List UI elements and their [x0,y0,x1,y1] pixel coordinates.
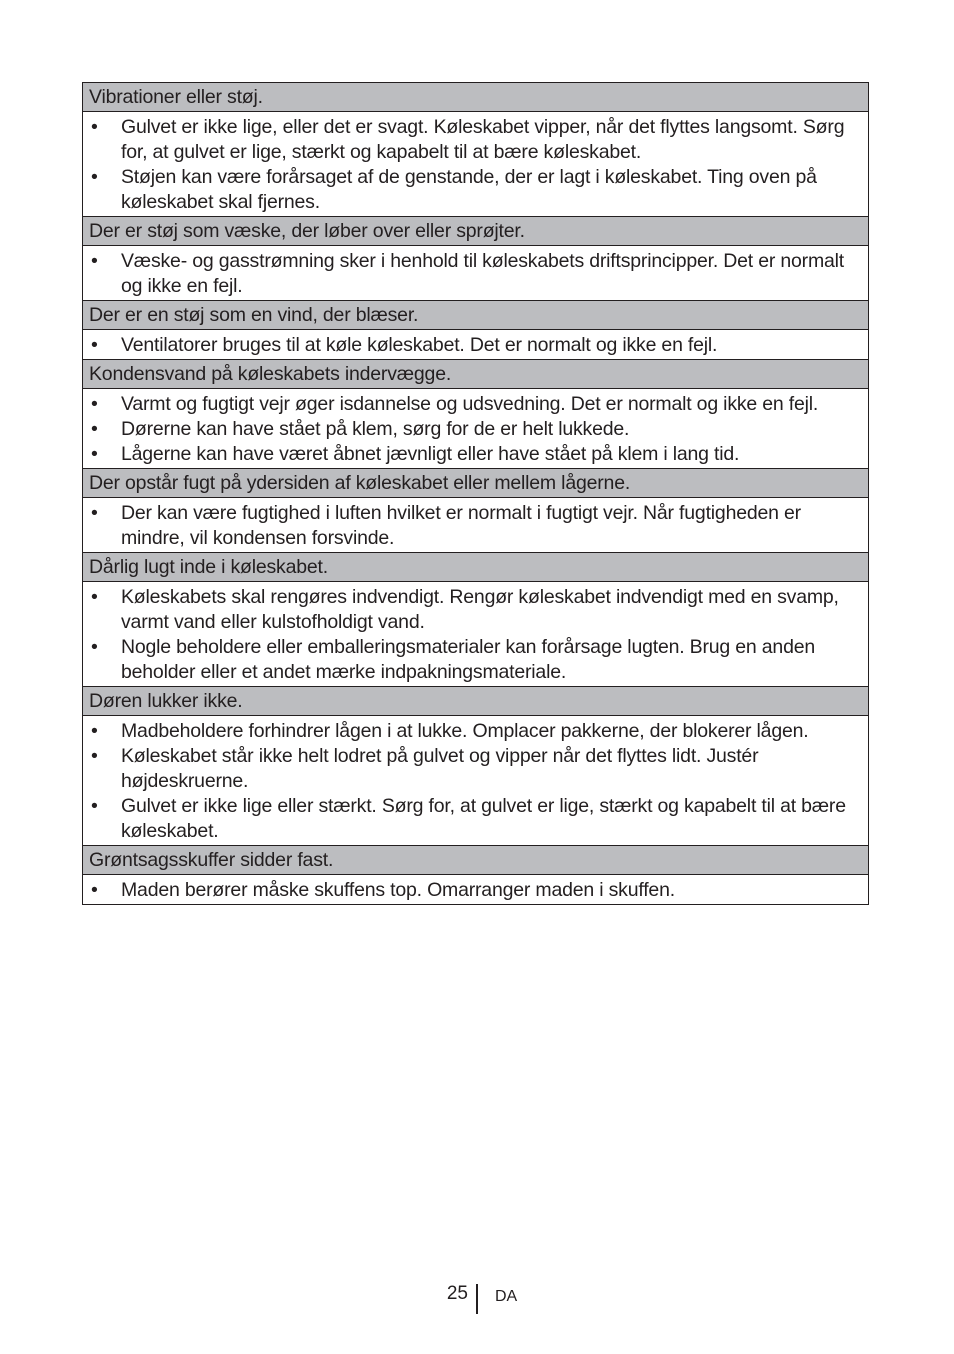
bullet-icon: • [91,116,98,138]
list-item [89,878,862,903]
section-header: Vibrationer eller støj. [83,83,868,112]
bullet-list [89,249,862,299]
bullet-icon: • [91,443,98,465]
section-body [83,716,868,846]
list-item-text: Maden berører måske skuffens top. Omarranger maden i skuffen. [121,879,675,901]
section-body [83,112,868,217]
bullet-icon: • [91,166,98,188]
bullet-icon: • [91,879,98,901]
section-body [83,875,868,904]
bullet-list [89,719,862,844]
list-item [89,635,862,685]
list-item [89,417,862,442]
section-body [83,246,868,301]
section-body [83,582,868,687]
bullet-icon: • [91,502,98,524]
list-item-text: Ventilatorer bruges til at køle køleskabet. Det er normalt og ikke en fejl. [121,334,718,356]
bullet-list [89,333,862,358]
language-code: DA [495,1288,518,1305]
list-item-text: Varmt og fugtigt vejr øger isdannelse og udsvedning. Det er normalt og ikke en fejl. [121,393,819,415]
bullet-icon: • [91,586,98,608]
list-item [89,744,862,794]
section-body [83,330,868,360]
list-item [89,249,862,299]
list-item [89,165,862,215]
list-item [89,719,862,744]
list-item-text: Væske- og gasstrømning sker i henhold til køleskabets driftsprincipper. Det er normalt og ikke en fejl. [121,250,845,297]
section-header: Dårlig lugt inde i køleskabet. [83,553,868,582]
page-number: 25 [446,1283,468,1304]
list-item [89,115,862,165]
bullet-list [89,878,862,903]
bullet-icon: • [91,720,98,742]
bullet-list [89,585,862,685]
bullet-icon: • [91,393,98,415]
footer-divider [476,1284,478,1314]
bullet-icon: • [91,636,98,658]
list-item-text: Køleskabets skal rengøres indvendigt. Rengør køleskabet indvendigt med en svamp, varmt vand eller kulstofholdigt vand. [121,586,839,633]
list-item-text: Støjen kan være forårsaget af de genstande, der er lagt i køleskabet. Ting oven på køleskabet skal fjernes. [121,166,817,213]
list-item [89,501,862,551]
list-item-text: Gulvet er ikke lige, eller det er svagt. Køleskabet vipper, når det flyttes langsomt. Sørg for, at gulvet er lige, stærkt og kapabelt til at bære køleskabet. [121,116,845,163]
bullet-icon: • [91,334,98,356]
section-header: Grøntsagsskuffer sidder fast. [83,846,868,875]
list-item-text: Lågerne kan have været åbnet jævnligt eller have stået på klem i lang tid. [121,443,740,465]
page-footer [0,1282,954,1316]
bullet-list [89,501,862,551]
section-header: Kondensvand på køleskabets indervægge. [83,360,868,389]
bullet-icon: • [91,745,98,767]
list-item-text: Madbeholdere forhindrer lågen i at lukke. Omplacer pakkerne, der blokerer lågen. [121,720,809,742]
section-body [83,498,868,553]
section-header: Der opstår fugt på ydersiden af køleskabet eller mellem lågerne. [83,469,868,498]
bullet-icon: • [91,795,98,817]
troubleshooting-table [82,82,869,905]
list-item [89,392,862,417]
list-item [89,585,862,635]
section-body [83,389,868,469]
list-item [89,333,862,358]
section-header: Døren lukker ikke. [83,687,868,716]
bullet-list [89,115,862,215]
list-item-text: Dørerne kan have stået på klem, sørg for de er helt lukkede. [121,418,630,440]
section-header: Der er en støj som en vind, der blæser. [83,301,868,330]
bullet-icon: • [91,250,98,272]
list-item [89,442,862,467]
list-item-text: Køleskabet står ikke helt lodret på gulvet og vipper når det flyttes lidt. Justér højdeskruerne. [121,745,759,792]
list-item-text: Der kan være fugtighed i luften hvilket er normalt i fugtigt vejr. Når fugtigheden er mindre, vil kondensen forsvinde. [121,502,801,549]
list-item-text: Gulvet er ikke lige eller stærkt. Sørg for, at gulvet er lige, stærkt og kapabelt til at bære køleskabet. [121,795,846,842]
section-header: Der er støj som væske, der løber over eller sprøjter. [83,217,868,246]
bullet-list [89,392,862,467]
list-item-text: Nogle beholdere eller emballeringsmaterialer kan forårsage lugten. Brug en anden beholder eller et andet mærke indpakningsmateriale. [121,636,816,683]
bullet-icon: • [91,418,98,440]
list-item [89,794,862,844]
